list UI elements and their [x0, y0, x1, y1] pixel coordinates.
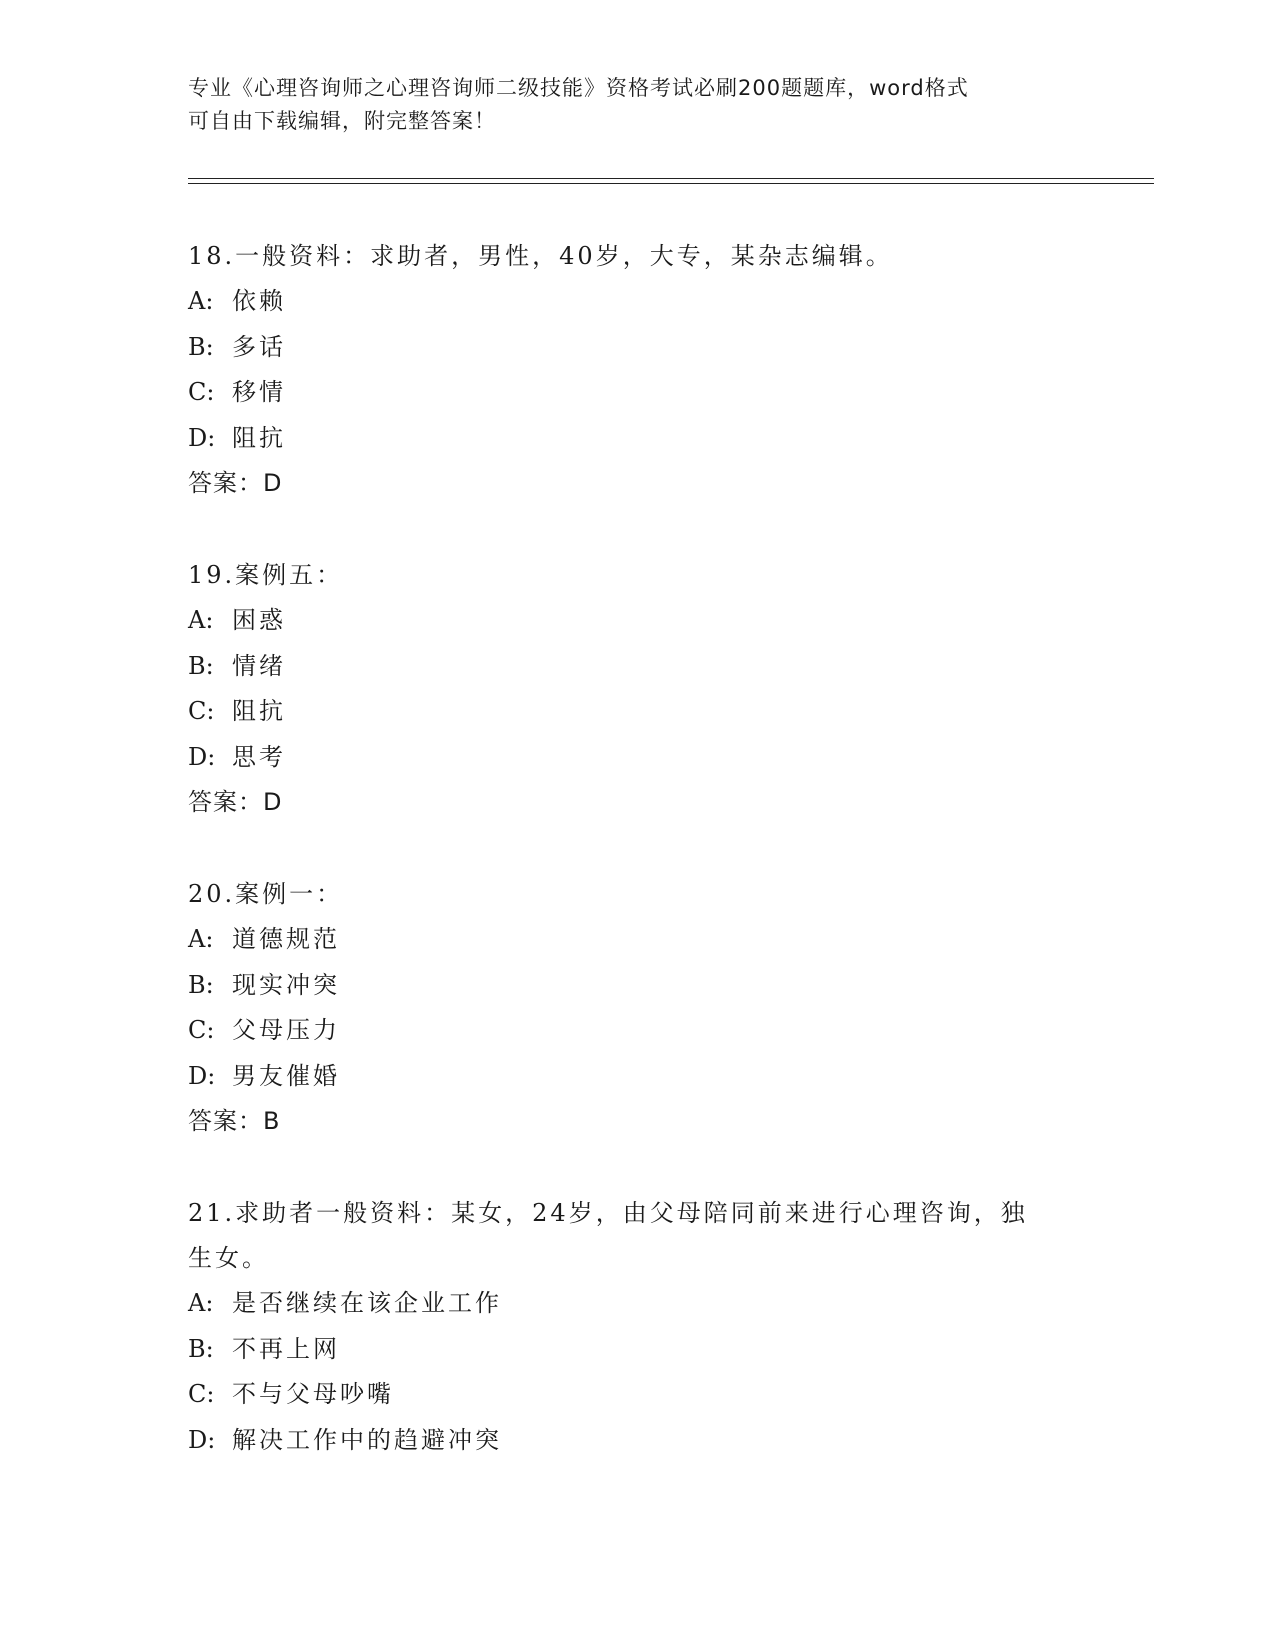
option-text: 男友催婚 — [232, 1061, 340, 1090]
option-b — [188, 963, 1088, 1009]
option-key: D: — [188, 1425, 216, 1454]
option-d — [188, 416, 1088, 462]
question-19 — [188, 553, 1088, 825]
option-key: A: — [188, 1289, 214, 1317]
answer-line: 答案：B — [188, 1107, 281, 1135]
option-key: D: — [188, 742, 216, 771]
option-text: 现实冲突 — [232, 970, 340, 999]
option-key: C: — [188, 1380, 215, 1408]
option-key: A: — [188, 287, 214, 315]
option-b — [188, 325, 1088, 371]
option-text: 解决工作中的趋避冲突 — [232, 1425, 502, 1454]
question-stem: 19.案例五： — [188, 561, 344, 589]
option-text: 道德规范 — [232, 925, 340, 953]
option-text: 是否继续在该企业工作 — [232, 1289, 502, 1317]
option-key: D: — [188, 1061, 216, 1090]
option-key: C: — [188, 697, 215, 725]
option-text: 阻抗 — [232, 423, 286, 452]
option-text: 不再上网 — [232, 1334, 340, 1363]
header-line-2: 可自由下载编辑，附完整答案！ — [188, 109, 496, 133]
option-c — [188, 689, 1088, 735]
option-key: D: — [188, 423, 216, 452]
option-d — [188, 1054, 1088, 1100]
option-key: B: — [188, 651, 214, 680]
option-text: 移情 — [232, 378, 286, 406]
option-text: 思考 — [232, 742, 286, 771]
option-a — [188, 917, 1088, 963]
question-stem-line-2: 生女。 — [188, 1244, 269, 1272]
question-21 — [188, 1191, 1088, 1463]
option-key: C: — [188, 378, 215, 406]
option-text: 阻抗 — [232, 697, 286, 725]
option-a — [188, 279, 1088, 325]
option-text: 情绪 — [232, 651, 286, 680]
option-b — [188, 644, 1088, 690]
question-stem-line-1: 21.求助者一般资料：某女，24岁，由父母陪同前来进行心理咨询，独 — [188, 1199, 1028, 1227]
option-c — [188, 1008, 1088, 1054]
option-key: B: — [188, 1334, 214, 1363]
question-18 — [188, 234, 1088, 506]
answer-line: 答案：D — [188, 469, 283, 497]
option-text: 不与父母吵嘴 — [232, 1380, 394, 1408]
question-stem: 18.一般资料：求助者，男性，40岁，大专，某杂志编辑。 — [188, 242, 893, 270]
option-d — [188, 1418, 1088, 1464]
option-a — [188, 1281, 1088, 1327]
option-c — [188, 1372, 1088, 1418]
question-20 — [188, 872, 1088, 1144]
answer-line: 答案：D — [188, 788, 283, 816]
document-header — [188, 72, 1068, 138]
option-c — [188, 370, 1088, 416]
header-divider-top — [188, 178, 1154, 179]
question-stem: 20.案例一： — [188, 880, 344, 908]
option-text: 多话 — [232, 332, 286, 361]
option-d — [188, 735, 1088, 781]
option-key: C: — [188, 1016, 215, 1044]
option-text: 困惑 — [232, 606, 286, 634]
header-divider-bottom — [188, 183, 1154, 184]
option-key: A: — [188, 925, 214, 953]
option-key: A: — [188, 606, 214, 634]
option-key: B: — [188, 332, 214, 361]
option-b — [188, 1327, 1088, 1373]
option-text: 父母压力 — [232, 1016, 340, 1044]
option-text: 依赖 — [232, 287, 286, 315]
option-a — [188, 598, 1088, 644]
option-key: B: — [188, 970, 214, 999]
header-line-1: 专业《心理咨询师之心理咨询师二级技能》资格考试必刷200题题库，word格式 — [188, 76, 969, 100]
